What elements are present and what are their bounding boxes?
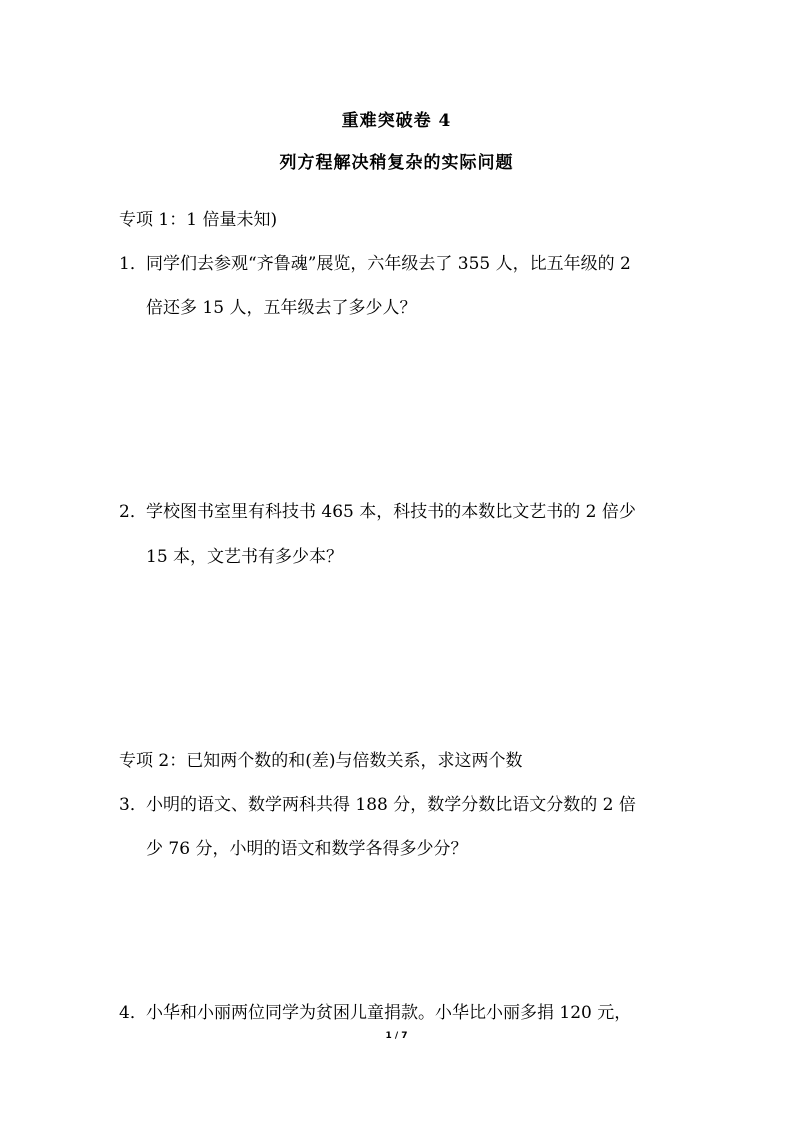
section-2-heading: 专项 2：已知两个数的和(差)与倍数关系，求这两个数 bbox=[119, 751, 523, 771]
page-number: 1 / 7 bbox=[385, 1031, 408, 1041]
question-2-text-1: 学校图书室里有科技书 465 本，科技书的本数比文艺书的 2 倍少 bbox=[146, 502, 636, 522]
question-4-text-1: 小华和小丽两位同学为贫困儿童捐款。小华比小丽多捐 120 元， bbox=[146, 1003, 632, 1023]
document-title: 重难突破卷 4 bbox=[341, 111, 452, 131]
question-4-line-1 bbox=[119, 1001, 631, 1025]
question-3-text-2: 少 76 分，小明的语文和数学各得多少分？ bbox=[146, 839, 468, 859]
question-2-number: 2． bbox=[119, 502, 147, 522]
document-subtitle: 列方程解决稍复杂的实际问题 bbox=[279, 153, 514, 173]
question-3-number: 3． bbox=[119, 795, 147, 815]
section-1-heading: 专项 1：1 倍量未知) bbox=[119, 210, 278, 230]
question-1-number: 1． bbox=[119, 254, 147, 274]
question-1-text-1: 同学们去参观“齐鲁魂”展览，六年级去了 355 人，比五年级的 2 bbox=[146, 254, 631, 274]
question-3-line-1 bbox=[119, 793, 636, 817]
question-2-text-2: 15 本，文艺书有多少本？ bbox=[146, 547, 344, 567]
question-1-line-1 bbox=[119, 252, 631, 276]
question-1-text-2: 倍还多 15 人，五年级去了多少人？ bbox=[146, 298, 417, 318]
question-2-line-1 bbox=[119, 500, 636, 524]
question-4-number: 4． bbox=[119, 1003, 147, 1023]
question-3-text-1: 小明的语文、数学两科共得 188 分，数学分数比语文分数的 2 倍 bbox=[146, 795, 636, 815]
